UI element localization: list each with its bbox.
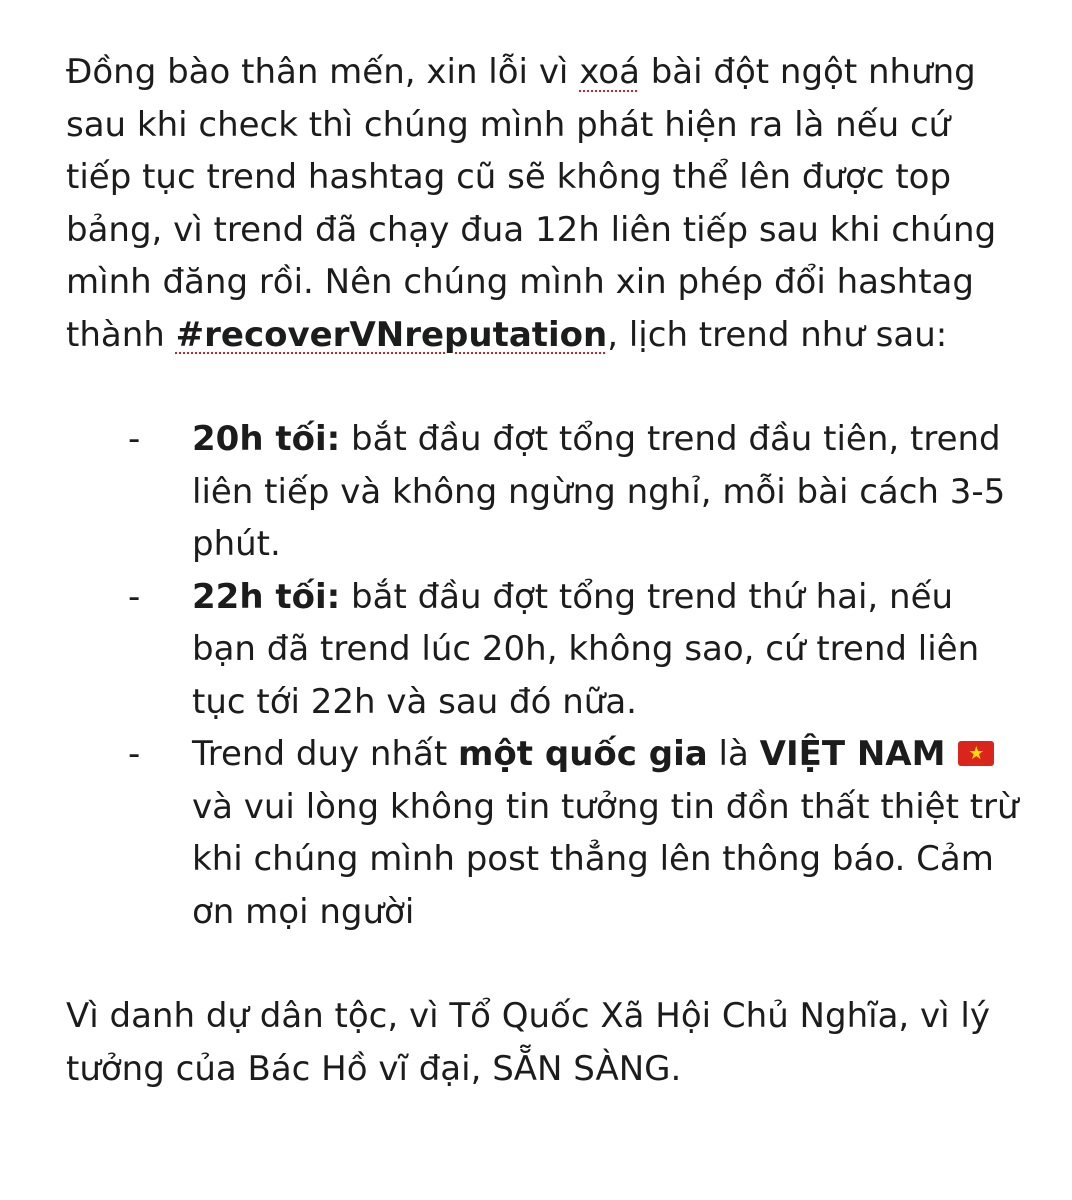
intro-paragraph [66,46,1026,361]
time-label-20h: 20h tối: [192,419,341,459]
list-item-text: là [707,734,760,774]
list-item-text: bắt đầu đợt tổng trend đầu tiên, trend liên tiếp và không ngừng nghỉ, mỗi bài cách 3-5 phút. [192,419,1006,564]
flag-star-icon: ★ [968,743,985,764]
document-body [66,46,1026,1095]
intro-text-2: bài đột ngột nhưng sau khi check thì chúng mình phát hiện ra là nếu cứ tiếp tục trend hashtag cũ sẽ không thể lên được top bảng, vì trend đã chạy đua 12h liên tiếp sau khi chúng mình đăng rồi. Nên chúng mình xin phép đổi hashtag thành [66,52,997,355]
vietnam-flag-icon [958,741,994,766]
schedule-list [66,413,1026,938]
list-item-text: bắt đầu đợt tổng trend thứ hai, nếu bạn đã trend lúc 20h, không sao, cứ trend liên tục tới 22h và sau đó nữa. [192,576,980,722]
list-item-22h [66,571,1026,729]
list-item-text: Trend duy nhất [192,734,458,774]
bold-country-name: VIỆT NAM [759,734,946,774]
paragraph-spacer [66,361,1026,413]
intro-text-1: Đồng bào thân mến, xin lỗi vì [66,52,580,92]
list-item-20h [66,413,1026,571]
misspelled-word: xoá [579,52,640,92]
list-item-text: và vui lòng không tin tưởng tin đồn thất thiệt trừ khi chúng mình post thẳng lên thông báo. Cảm ơn mọi người [192,786,1019,932]
list-bullet: - [128,419,141,459]
list-bullet: - [128,734,141,774]
paragraph-spacer [66,938,1026,990]
list-item-country [66,728,1026,938]
time-label-22h: 22h tối: [192,576,341,617]
closing-paragraph: Vì danh dự dân tộc, vì Tổ Quốc Xã Hội Chủ Nghĩa, vì lý tưởng của Bác Hồ vĩ đại, SẴN SÀNG. [66,996,990,1089]
intro-text-3: , lịch trend như sau: [607,314,948,355]
list-bullet: - [128,576,141,617]
bold-phrase-one-country: một quốc gia [458,734,708,774]
hashtag: #recoverVNreputation [175,314,608,355]
